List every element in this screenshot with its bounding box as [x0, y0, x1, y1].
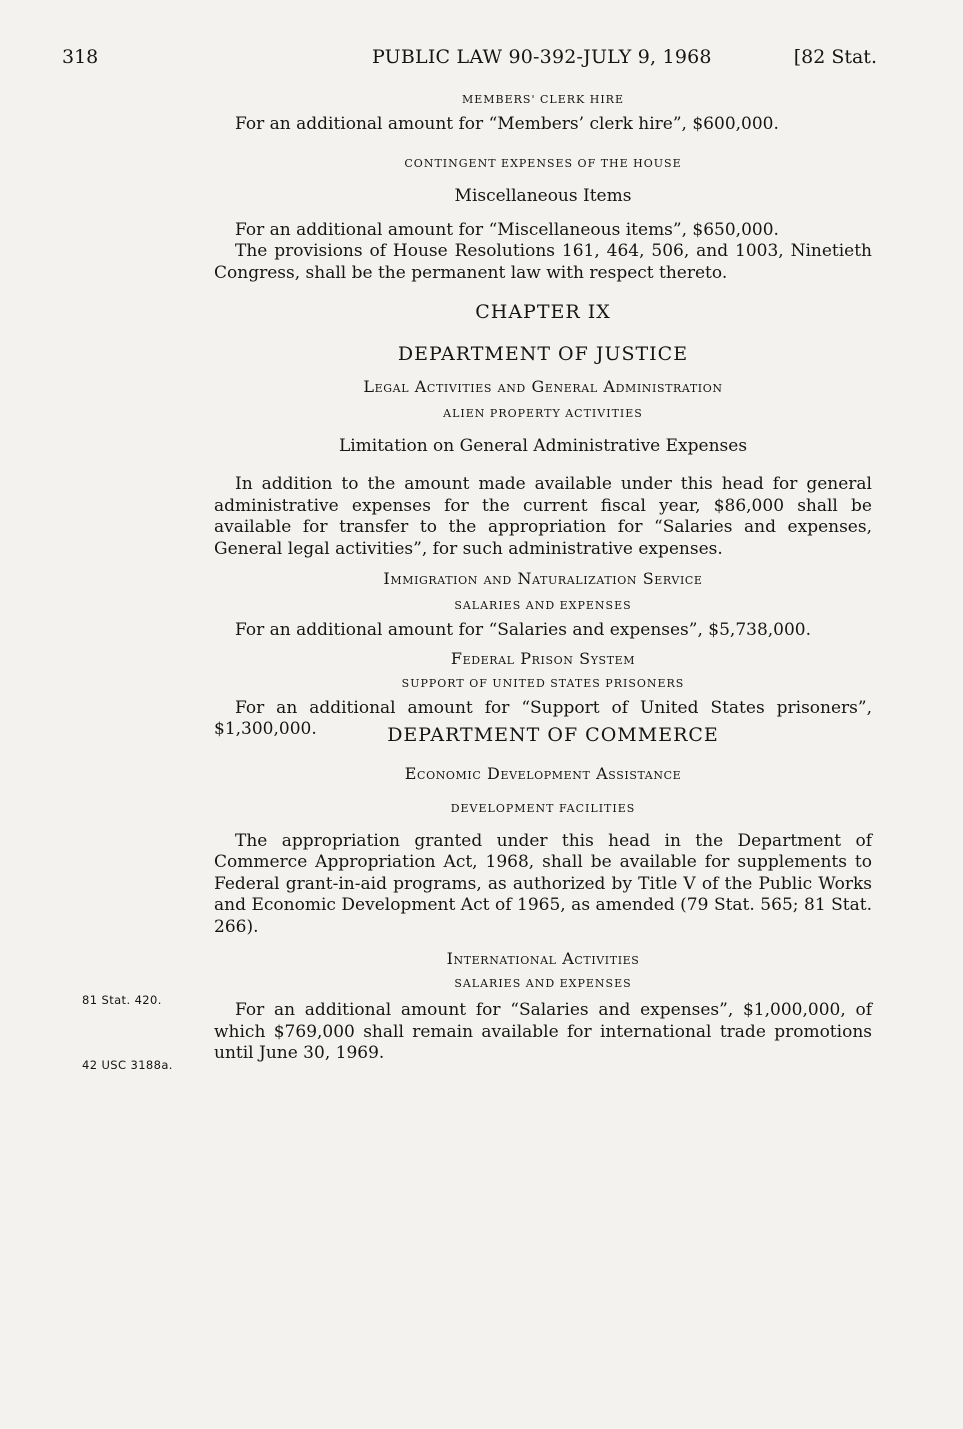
prisoners-support-heading: SUPPORT OF UNITED STATES PRISONERS: [401, 676, 685, 690]
margin-note-stat: 81 Stat. 420.: [82, 993, 162, 1007]
dept-justice-heading: DEPARTMENT OF JUSTICE: [397, 343, 689, 365]
miscellaneous-items-text: For an additional amount for “Miscellaneous items”, $650,000.: [235, 219, 779, 240]
miscellaneous-items-heading: Miscellaneous Items: [454, 185, 632, 206]
house-resolutions-text: The provisions of House Resolutions 161, 464, 506, and 1003, Ninetieth Congress, shall be the permanent law with respect thereto.: [214, 241, 872, 283]
bleed-through-area: [214, 1260, 864, 1380]
running-title: PUBLIC LAW 90-392-JULY 9, 1968: [372, 46, 712, 68]
chapter-heading: CHAPTER IX: [475, 301, 611, 323]
limitation-text: In addition to the amount made available under this head for general administrative expenses for the current fiscal year, $86,000 shall be available for transfer to the appropriation for “Salaries and expenses, General legal activities”, for such administrative expenses.: [214, 474, 872, 559]
development-facilities-text: The appropriation granted under this head in the Department of Commerce Appropriation Act, 1968, shall be available for supplements to Federal grant-in-aid programs, as authorized by Title V of the Public Works and Economic Development Act of 1965, as amended (79 Stat. 565; 81 Stat. 266).: [214, 830, 872, 937]
prisoners-support-text: For an additional amount for “Support of United States prisoners”, $1,300,000.: [214, 697, 872, 739]
page-number: 318: [62, 46, 99, 68]
members-clerk-hire-heading: MEMBERS' CLERK HIRE: [461, 93, 624, 106]
limitation-heading: Limitation on General Administrative Expenses: [338, 436, 748, 456]
ins-salaries-heading: SALARIES AND EXPENSES: [454, 599, 632, 612]
main-text-column: [214, 92, 872, 1065]
development-facilities-heading: DEVELOPMENT FACILITIES: [450, 801, 636, 815]
ins-salaries-text: For an additional amount for “Salaries and expenses”, $5,738,000.: [235, 620, 812, 640]
ins-heading: Immigration and Naturalization Service: [383, 569, 703, 588]
eda-heading: Economic Development Assistance: [404, 763, 682, 783]
members-clerk-hire-text: For an additional amount for “Members’ clerk hire”, $600,000.: [235, 114, 779, 134]
intl-salaries-text: For an additional amount for “Salaries and expenses”, $1,000,000, of which $769,000 shall remain available for international trade promotions until June 30, 1969.: [214, 1000, 872, 1063]
international-activities-heading: International Activities: [446, 949, 640, 968]
intl-salaries-heading: SALARIES AND EXPENSES: [454, 977, 632, 990]
page-header: [62, 46, 877, 74]
dept-commerce-heading: DEPARTMENT OF COMMERCE: [387, 723, 719, 746]
alien-property-heading: ALIEN PROPERTY ACTIVITIES: [443, 407, 643, 420]
federal-prison-heading: Federal Prison System: [450, 648, 636, 668]
legal-activities-heading: Legal Activities and General Administration: [363, 377, 723, 396]
margin-note-usc: 42 USC 3188a.: [82, 1058, 173, 1072]
volume-reference: [82 Stat.: [793, 46, 877, 68]
contingent-expenses-heading: CONTINGENT EXPENSES OF THE HOUSE: [404, 156, 682, 170]
